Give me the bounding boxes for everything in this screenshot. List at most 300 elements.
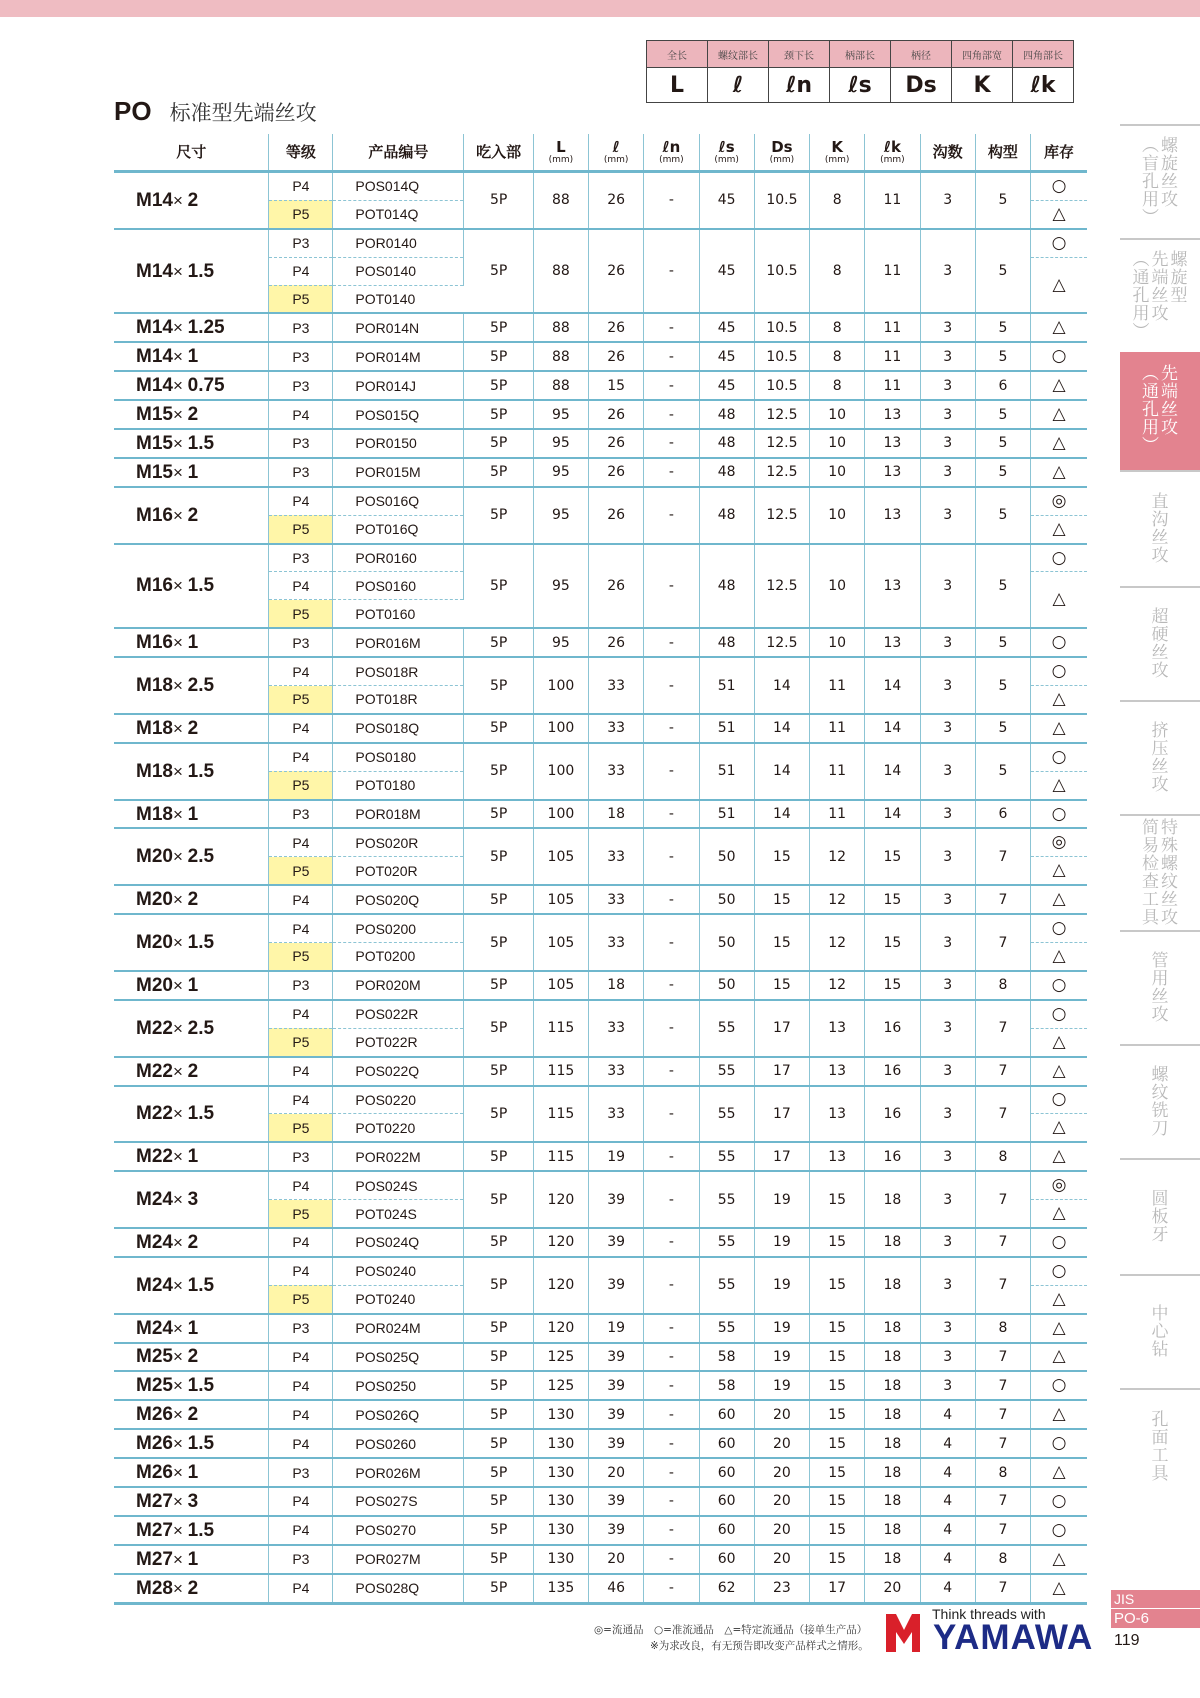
- stock-symbol: ○: [1031, 544, 1087, 572]
- spec-flutes-cell: 3: [920, 714, 975, 743]
- page-number: 119: [1114, 1632, 1140, 1649]
- spec-ln-cell: -: [644, 971, 699, 1000]
- spec-l-cell: 95: [533, 458, 588, 487]
- side-tab[interactable]: [1120, 1044, 1200, 1160]
- size-diameter: M27: [136, 1490, 173, 1512]
- grade-cell: P5: [269, 285, 333, 313]
- spec-chamfer-cell: 5P: [464, 1458, 533, 1487]
- spec-k-cell: 15: [810, 1487, 865, 1516]
- size-times-sign: ×: [172, 847, 188, 867]
- spec-chamfer-cell: 5P: [464, 1142, 533, 1171]
- size-pitch: 1: [187, 974, 199, 996]
- size-diameter: M22: [136, 1060, 173, 1082]
- spec-ln-cell: -: [644, 743, 699, 800]
- size-times-sign: ×: [172, 1405, 188, 1425]
- side-tab[interactable]: [1120, 470, 1200, 588]
- spec-lk-cell: 18: [865, 1228, 920, 1257]
- size-times-sign: ×: [172, 1104, 188, 1124]
- spec-lk-cell: 18: [865, 1400, 920, 1429]
- spec-ln-cell: -: [644, 458, 699, 487]
- product-code-cell: POR024M: [333, 1314, 464, 1343]
- size-cell: [114, 1487, 269, 1516]
- stock-symbol: ◎: [1031, 487, 1087, 515]
- size-diameter: M20: [136, 889, 173, 911]
- spec-ls-cell: 55: [699, 1142, 754, 1171]
- spec-chamfer-cell: 5P: [464, 342, 533, 371]
- size-diameter: M14: [136, 317, 173, 339]
- column-header-label: ℓ: [612, 137, 620, 156]
- product-code-cell: POS020Q: [333, 885, 464, 914]
- size-pitch: 2: [187, 1577, 199, 1599]
- grade-cell: P3: [269, 342, 333, 371]
- column-header-unit: (mm): [824, 154, 850, 165]
- grade-cell: P5: [269, 1285, 333, 1313]
- spec-k-cell: 15: [810, 1371, 865, 1400]
- column-header-unit: (mm): [880, 154, 905, 165]
- size-times-sign: ×: [172, 676, 188, 696]
- logo-wordmark: YAMAWA: [933, 1618, 1094, 1657]
- spec-type-cell: 8: [975, 1314, 1030, 1343]
- spec-type-cell: 7: [975, 1343, 1030, 1372]
- spec-k-cell: 10: [810, 458, 865, 487]
- spec-k-cell: 15: [810, 1429, 865, 1458]
- spec-lk-cell: 18: [865, 1516, 920, 1545]
- side-tab[interactable]: [1120, 124, 1200, 240]
- size-cell: [114, 1142, 269, 1171]
- size-pitch: 1.5: [187, 432, 215, 454]
- size-diameter: M14: [136, 260, 173, 282]
- product-code-cell: POT024S: [333, 1200, 464, 1228]
- spec-l-cell: 100: [533, 657, 588, 714]
- spec-ln-cell: -: [644, 172, 699, 229]
- series-code: PO: [114, 96, 152, 126]
- spec-l-cell: 100: [533, 800, 588, 829]
- size-diameter: M14: [136, 375, 173, 397]
- side-tab-label-column: 圆 板 牙: [1151, 1189, 1169, 1245]
- column-header-label: 产品编号: [368, 142, 429, 161]
- spec-ds-cell: 15: [754, 885, 809, 914]
- side-tab-label-column: 螺 旋 丝 攻: [1161, 136, 1178, 210]
- spec-type-cell: 7: [975, 1228, 1030, 1257]
- spec-lk-cell: 16: [865, 1142, 920, 1171]
- spec-k-cell: 15: [810, 1257, 865, 1314]
- product-code-cell: POS0270: [333, 1516, 464, 1545]
- spec-type-cell: 8: [975, 1458, 1030, 1487]
- spec-l-cell: 26: [589, 172, 644, 229]
- product-code-cell: POR014J: [333, 371, 464, 400]
- spec-l-cell: 39: [589, 1487, 644, 1516]
- spec-l-cell: 130: [533, 1516, 588, 1545]
- product-code-cell: POT022R: [333, 1028, 464, 1056]
- spec-flutes-cell: 4: [920, 1516, 975, 1545]
- spec-l-cell: 39: [589, 1343, 644, 1372]
- size-diameter: M22: [136, 1017, 173, 1039]
- spec-ls-cell: 60: [699, 1487, 754, 1516]
- column-header: [644, 134, 699, 172]
- size-times-sign: ×: [172, 462, 188, 482]
- product-code-cell: POR015M: [333, 458, 464, 487]
- spec-l-cell: 20: [589, 1545, 644, 1574]
- column-header: [589, 134, 644, 172]
- spec-type-cell: 5: [975, 714, 1030, 743]
- spec-flutes-cell: 3: [920, 229, 975, 314]
- spec-lk-cell: 16: [865, 1000, 920, 1057]
- spec-type-cell: 5: [975, 313, 1030, 342]
- side-tab-label-column: 特 殊 螺 纹 丝 攻: [1161, 818, 1178, 928]
- column-header-unit: (mm): [548, 154, 574, 165]
- spec-k-cell: 11: [810, 800, 865, 829]
- spec-l-cell: 88: [533, 371, 588, 400]
- spec-flutes-cell: 3: [920, 971, 975, 1000]
- size-pitch: 2: [187, 404, 199, 426]
- side-tab[interactable]: [1120, 238, 1200, 354]
- spec-ls-cell: 60: [699, 1429, 754, 1458]
- spec-l-cell: 18: [589, 971, 644, 1000]
- legend-symbol: ℓ: [708, 68, 769, 103]
- spec-chamfer-cell: 5P: [464, 487, 533, 544]
- spec-ds-cell: 20: [754, 1545, 809, 1574]
- stock-symbol: △: [1031, 371, 1087, 400]
- product-code-cell: POR0150: [333, 429, 464, 458]
- stock-symbol: △: [1031, 257, 1087, 313]
- size-cell: [114, 885, 269, 914]
- product-code-cell: POR027M: [333, 1545, 464, 1574]
- table-row: [114, 971, 1087, 1000]
- spec-flutes-cell: 3: [920, 429, 975, 458]
- spec-type-cell: 5: [975, 172, 1030, 229]
- spec-lk-cell: 13: [865, 628, 920, 657]
- table-row: [114, 1171, 1087, 1199]
- spec-k-cell: 15: [810, 1171, 865, 1228]
- size-pitch: 2.5: [187, 675, 215, 697]
- size-times-sign: ×: [172, 1520, 188, 1540]
- legend-label: 柄部长: [830, 41, 891, 68]
- side-tab-label: [1152, 1191, 1169, 1245]
- column-header-label: 吃入部: [476, 142, 522, 161]
- spec-lk-cell: 13: [865, 487, 920, 544]
- grade-cell: P4: [269, 257, 333, 285]
- stock-symbol: ○: [1031, 172, 1087, 201]
- spec-ls-cell: 45: [699, 229, 754, 314]
- size-cell: [114, 458, 269, 487]
- spec-lk-cell: 15: [865, 885, 920, 914]
- spec-type-cell: 8: [975, 1142, 1030, 1171]
- spec-l-cell: 88: [533, 313, 588, 342]
- size-diameter: M20: [136, 846, 173, 868]
- legend-label: 四角部长: [1013, 41, 1074, 68]
- table-row: [114, 1142, 1087, 1171]
- spec-ds-cell: 10.5: [754, 313, 809, 342]
- size-pitch: 1.5: [187, 1103, 215, 1125]
- grade-cell: P4: [269, 1086, 333, 1114]
- stock-symbol: △: [1031, 1343, 1087, 1372]
- side-tab[interactable]: [1120, 700, 1200, 816]
- spec-l-cell: 26: [589, 229, 644, 314]
- stock-symbol: △: [1031, 313, 1087, 342]
- size-cell: [114, 1545, 269, 1574]
- spec-chamfer-cell: 5P: [464, 657, 533, 714]
- side-tab[interactable]: [1120, 930, 1200, 1046]
- spec-lk-cell: 13: [865, 429, 920, 458]
- product-code-cell: POT0220: [333, 1114, 464, 1142]
- spec-chamfer-cell: 5P: [464, 400, 533, 429]
- stock-symbol: △: [1031, 857, 1087, 885]
- side-tab-label-column: 管 用 丝 攻: [1151, 951, 1169, 1025]
- stock-symbol: △: [1031, 1114, 1087, 1142]
- product-code-cell: POS018Q: [333, 714, 464, 743]
- spec-l-cell: 120: [533, 1257, 588, 1314]
- spec-lk-cell: 15: [865, 828, 920, 885]
- spec-l-cell: 39: [589, 1400, 644, 1429]
- spec-ds-cell: 23: [754, 1574, 809, 1603]
- size-times-sign: ×: [172, 1232, 188, 1252]
- spec-flutes-cell: 4: [920, 1574, 975, 1603]
- spec-flutes-cell: 3: [920, 914, 975, 971]
- spec-k-cell: 10: [810, 429, 865, 458]
- size-times-sign: ×: [172, 1463, 188, 1483]
- stock-symbol: ◎: [1031, 1171, 1087, 1199]
- product-title: [114, 96, 317, 127]
- spec-l-cell: 120: [533, 1171, 588, 1228]
- size-diameter: M25: [136, 1346, 173, 1368]
- size-pitch: 2: [187, 1231, 199, 1253]
- size-pitch: 1.25: [187, 317, 225, 339]
- grade-cell: P4: [269, 1228, 333, 1257]
- size-pitch: 0.75: [187, 375, 225, 397]
- size-cell: [114, 800, 269, 829]
- side-tab-label-column: 简 易 检 查 工 具: [1142, 818, 1159, 928]
- product-code-cell: POS0180: [333, 743, 464, 771]
- size-cell: [114, 714, 269, 743]
- side-tab-label-column: 孔 面 工 具: [1151, 1410, 1169, 1484]
- spec-ds-cell: 19: [754, 1257, 809, 1314]
- table-row: [114, 1458, 1087, 1487]
- spec-chamfer-cell: 5P: [464, 1086, 533, 1143]
- spec-k-cell: 13: [810, 1057, 865, 1086]
- spec-ls-cell: 60: [699, 1400, 754, 1429]
- column-header: [533, 134, 588, 172]
- spec-ls-cell: 51: [699, 714, 754, 743]
- table-row: [114, 1545, 1087, 1574]
- product-code-cell: POR022M: [333, 1142, 464, 1171]
- spec-type-cell: 8: [975, 1545, 1030, 1574]
- column-header: [114, 134, 269, 172]
- spec-type-cell: 7: [975, 1516, 1030, 1545]
- side-tab[interactable]: [1120, 1274, 1200, 1390]
- product-code-cell: POS015Q: [333, 400, 464, 429]
- stock-symbol: △: [1031, 1285, 1087, 1313]
- spec-k-cell: 15: [810, 1458, 865, 1487]
- size-pitch: 2: [187, 1060, 199, 1082]
- stock-legend-note: ◎=流通品 ○=准流通品 △=特定流通品（接单生产品）: [594, 1624, 868, 1636]
- size-times-sign: ×: [172, 718, 188, 738]
- spec-ls-cell: 48: [699, 544, 754, 629]
- grade-cell: P4: [269, 487, 333, 515]
- stock-symbol: △: [1031, 200, 1087, 228]
- stock-symbol: ○: [1031, 229, 1087, 257]
- spec-chamfer-cell: 5P: [464, 1171, 533, 1228]
- size-times-sign: ×: [172, 1318, 188, 1338]
- side-tab[interactable]: [1120, 814, 1200, 932]
- spec-flutes-cell: 3: [920, 628, 975, 657]
- size-cell: [114, 429, 269, 458]
- spec-type-cell: 7: [975, 1000, 1030, 1057]
- size-diameter: M22: [136, 1146, 173, 1168]
- size-diameter: M14: [136, 346, 173, 368]
- column-header: [920, 134, 975, 172]
- size-times-sign: ×: [172, 1578, 188, 1598]
- stock-symbol: △: [1031, 1400, 1087, 1429]
- spec-l-cell: 26: [589, 544, 644, 629]
- side-tab[interactable]: [1120, 1388, 1200, 1506]
- size-diameter: M20: [136, 932, 173, 954]
- side-tab[interactable]: [1120, 1158, 1200, 1276]
- spec-chamfer-cell: 5P: [464, 1545, 533, 1574]
- size-pitch: 2: [187, 1404, 199, 1426]
- spec-flutes-cell: 3: [920, 1228, 975, 1257]
- spec-ln-cell: -: [644, 657, 699, 714]
- spec-ls-cell: 45: [699, 371, 754, 400]
- spec-ln-cell: -: [644, 1400, 699, 1429]
- spec-k-cell: 12: [810, 914, 865, 971]
- grade-cell: P4: [269, 1343, 333, 1372]
- stock-symbol: △: [1031, 400, 1087, 429]
- product-code-cell: POT0240: [333, 1285, 464, 1313]
- spec-k-cell: 13: [810, 1086, 865, 1143]
- jis-label: JIS: [1111, 1590, 1200, 1608]
- spec-k-cell: 8: [810, 342, 865, 371]
- product-code-cell: POS0250: [333, 1371, 464, 1400]
- size-pitch: 3: [187, 1490, 199, 1512]
- size-diameter: M24: [136, 1189, 173, 1211]
- size-diameter: M24: [136, 1317, 173, 1339]
- grade-cell: P4: [269, 572, 333, 600]
- product-code-cell: POS0140: [333, 257, 464, 285]
- size-cell: [114, 487, 269, 544]
- legend-label: 螺纹部长: [708, 41, 769, 68]
- spec-ls-cell: 50: [699, 828, 754, 885]
- size-cell: [114, 914, 269, 971]
- stock-symbol: ○: [1031, 1516, 1087, 1545]
- size-diameter: M16: [136, 632, 173, 654]
- stock-symbol: ○: [1031, 971, 1087, 1000]
- size-pitch: 1: [187, 1462, 199, 1484]
- size-diameter: M14: [136, 189, 173, 211]
- side-tab-label-column: 先 端 丝 攻: [1161, 364, 1178, 438]
- column-header: [464, 134, 533, 172]
- spec-type-cell: 7: [975, 1171, 1030, 1228]
- spec-lk-cell: 11: [865, 313, 920, 342]
- spec-k-cell: 15: [810, 1400, 865, 1429]
- spec-type-cell: 5: [975, 487, 1030, 544]
- legend-label: 柄径: [891, 41, 952, 68]
- spec-lk-cell: 18: [865, 1171, 920, 1228]
- spec-flutes-cell: 3: [920, 342, 975, 371]
- spec-type-cell: 7: [975, 1487, 1030, 1516]
- grade-cell: P5: [269, 200, 333, 228]
- side-tab[interactable]: [1120, 586, 1200, 702]
- side-tab[interactable]: [1120, 352, 1200, 470]
- column-header-unit: (mm): [769, 154, 795, 165]
- spec-lk-cell: 18: [865, 1314, 920, 1343]
- grade-cell: P4: [269, 743, 333, 771]
- stock-symbol: △: [1031, 1574, 1087, 1603]
- legend-label: 四角部宽: [952, 41, 1013, 68]
- column-header: [754, 134, 809, 172]
- spec-l-cell: 120: [533, 1228, 588, 1257]
- spec-k-cell: 17: [810, 1574, 865, 1603]
- spec-flutes-cell: 4: [920, 1487, 975, 1516]
- spec-chamfer-cell: 5P: [464, 628, 533, 657]
- spec-ls-cell: 55: [699, 1000, 754, 1057]
- spec-lk-cell: 18: [865, 1458, 920, 1487]
- grade-cell: P4: [269, 714, 333, 743]
- product-code-cell: POT0200: [333, 943, 464, 971]
- spec-chamfer-cell: 5P: [464, 1371, 533, 1400]
- spec-ln-cell: -: [644, 229, 699, 314]
- stock-symbol: △: [1031, 714, 1087, 743]
- spec-ds-cell: 14: [754, 657, 809, 714]
- grade-cell: P4: [269, 1000, 333, 1028]
- size-pitch: 2.5: [187, 846, 215, 868]
- spec-ln-cell: -: [644, 828, 699, 885]
- product-code-cell: POT016Q: [333, 515, 464, 543]
- spec-ls-cell: 51: [699, 743, 754, 800]
- spec-chamfer-cell: 5P: [464, 1000, 533, 1057]
- grade-cell: P4: [269, 828, 333, 856]
- spec-ls-cell: 50: [699, 914, 754, 971]
- size-times-sign: ×: [172, 1190, 188, 1210]
- stock-symbol: ○: [1031, 1000, 1087, 1028]
- grade-cell: P5: [269, 1114, 333, 1142]
- spec-ln-cell: -: [644, 1458, 699, 1487]
- spec-k-cell: 15: [810, 1516, 865, 1545]
- product-code-cell: POT0140: [333, 285, 464, 313]
- size-times-sign: ×: [172, 1491, 188, 1511]
- spec-type-cell: 7: [975, 1086, 1030, 1143]
- spec-ls-cell: 55: [699, 1057, 754, 1086]
- spec-ls-cell: 60: [699, 1458, 754, 1487]
- spec-ds-cell: 19: [754, 1228, 809, 1257]
- spec-ln-cell: -: [644, 1142, 699, 1171]
- table-row: [114, 429, 1087, 458]
- product-code-cell: POS0240: [333, 1257, 464, 1285]
- spec-flutes-cell: 3: [920, 800, 975, 829]
- column-header: [810, 134, 865, 172]
- grade-cell: P5: [269, 600, 333, 628]
- spec-chamfer-cell: 5P: [464, 828, 533, 885]
- grade-cell: P4: [269, 1574, 333, 1603]
- spec-ds-cell: 17: [754, 1086, 809, 1143]
- spec-ln-cell: -: [644, 885, 699, 914]
- spec-lk-cell: 18: [865, 1257, 920, 1314]
- table-row: [114, 342, 1087, 371]
- spec-chamfer-cell: 5P: [464, 429, 533, 458]
- spec-l-cell: 95: [533, 487, 588, 544]
- stock-symbol: ○: [1031, 1371, 1087, 1400]
- spec-ds-cell: 15: [754, 971, 809, 1000]
- column-header: [333, 134, 464, 172]
- spec-flutes-cell: 4: [920, 1545, 975, 1574]
- table-row: [114, 487, 1087, 515]
- size-pitch: 1.5: [187, 1375, 215, 1397]
- table-row: [114, 800, 1087, 829]
- spec-l-cell: 26: [589, 628, 644, 657]
- size-pitch: 1.5: [187, 575, 215, 597]
- side-tab-label: [1142, 138, 1178, 227]
- table-row: [114, 371, 1087, 400]
- size-times-sign: ×: [172, 505, 188, 525]
